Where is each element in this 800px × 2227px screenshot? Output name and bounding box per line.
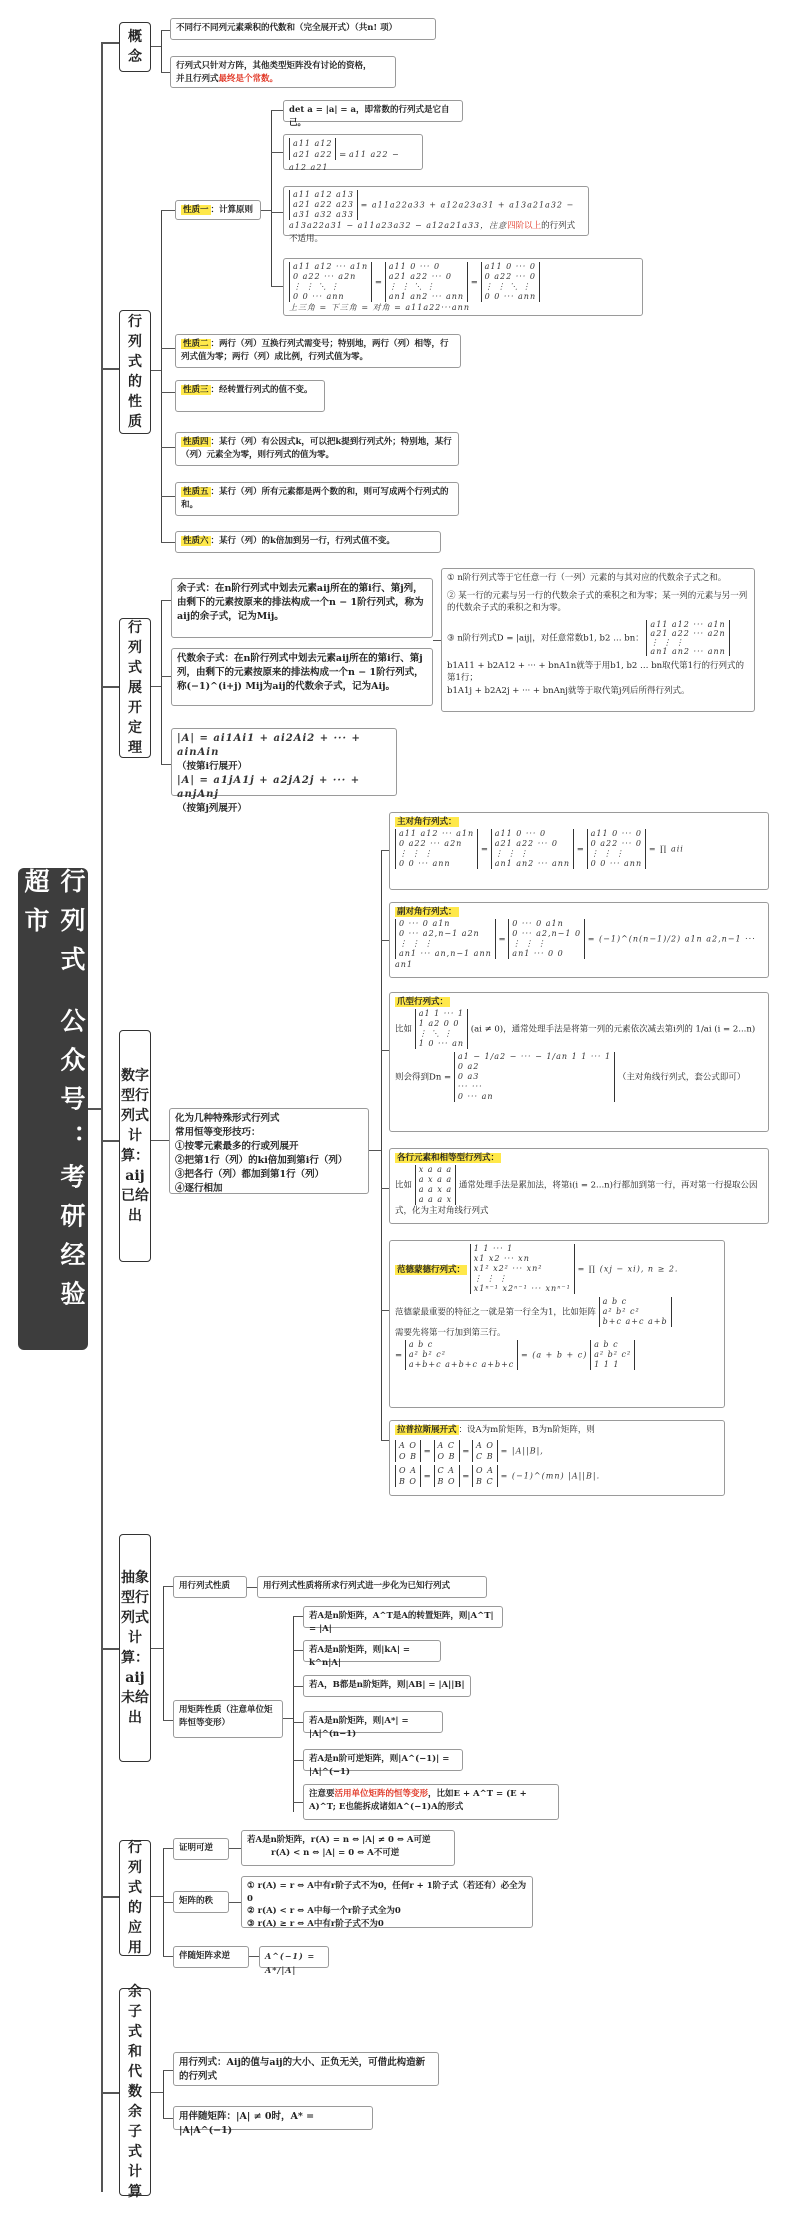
note-3: ③ n阶行列式D = |aij|，对任意常数b1, b2 … bn： a11 a12 ··· a1n a21 a22 ··· a2n ⋮ ⋮ ⋮ an1 an2 ··· ann (447, 620, 749, 656)
row-sum-matrix: x a a a a x a a a a x a a a a x (415, 1165, 456, 1205)
cofactor-bracket (163, 2070, 164, 2118)
property-5: 性质五 ：某行（列）所有元素都是两个数的和，则可写成两个行列式的和。 (175, 482, 459, 516)
p1-item-triangle: a11 a12 ··· a1n 0 a22 ··· a2n ⋮ ⋮ ⋱ ⋮ 0 0 ··· ann = a11 0 ··· 0 a21 a22 ··· 0 ⋮ ⋮ ⋱ ⋮ an1 an2 ··· ann = a11 0 ··· 0 0 a22 ··· 0 ⋮ ⋮ ⋱ ⋮ 0 0 ··· ann 上三角 = 下三角 = 对角 = a11a22···ann (283, 258, 643, 316)
application-rank-text: ① r(A) = r ⇔ A中有r阶子式不为0，任何r + 1阶子式（若还有）必全为0 ② r(A) < r ⇔ A中每一个r阶子式全为0 ③ r(A) ≥ r ⇔ A中有r阶子式不为0 (241, 1876, 533, 1928)
laplace-block-form: 拉普拉斯展开式 ：设A为m阶矩阵，B为n阶矩阵，则 A O O B = A C O B = A O C B = |A||B|, O A B O = C A B O = O A B C = (−1)^(mn) |A||B|. (389, 1420, 725, 1496)
p1-item-tick-1 (271, 110, 283, 111)
topic-abstract: 抽象型行列式计算：aij未给出 (119, 1534, 151, 1762)
lower-triangle: a11 0 ··· 0 a21 a22 ··· 0 ⋮ ⋮ ⋱ ⋮ an1 an2 ··· ann (385, 262, 468, 302)
note-3-matrix: a11 a12 ··· a1n a21 a22 ··· a2n ⋮ ⋮ ⋮ an1 an2 ··· ann (646, 620, 729, 656)
vandermonde-example-2: a b c a² b² c² a+b+c a+b+c a+b+c (405, 1340, 518, 1370)
app-a1-branch (229, 1848, 241, 1849)
expansion-branch (151, 686, 161, 687)
properties-branch (151, 370, 161, 371)
numeric-bracket (381, 850, 382, 1440)
main-diag-lower: a11 0 ··· 0 a21 a22 ··· 0 ⋮ ⋮ ⋮ an1 an2 ··· ann (491, 829, 574, 869)
p1-tick (161, 210, 175, 211)
numeric-branch (151, 1140, 169, 1141)
anti-diagonal-form: 副对角行列式： 0 ··· 0 a1n 0 ··· a2,n−1 a2n ⋮ ⋮ ⋮ an1 ··· an,n−1 ann = 0 ··· 0 a1n 0 ··· a2,n−1 0 ⋮ ⋮ ⋮ an1 ··· 0 0 = (−1)^(n(n−1)/2) a1n a2,n−1 ··· an1 (389, 902, 769, 978)
abstract-b1-branch (247, 1587, 257, 1588)
note-4: b1A11 + b2A12 + ··· + bnA1n就等于用b1, b2 … bn取代第1行的行列式的第1行； (447, 660, 745, 683)
expansion-formulas (171, 728, 397, 814)
method-step-1: ①按零元素最多的行或列展开 (175, 1141, 299, 1152)
app-tick-3 (163, 1956, 173, 1957)
abstract-method-determinant-text: 用行列式性质将所求行列式进一步化为已知行列式 (257, 1576, 487, 1598)
vandermonde-tick (381, 1310, 389, 1311)
row-sum-form: 各行元素和相等型行列式： 比如 x a a a a x a a a a x a a a a x 通常处理手法是累加法，将第i(i = 2...n)行都加到第一行，再对第一行提取公因式，化为主对角线行列式 (389, 1148, 769, 1224)
abstract-item-scalar: 若A是n阶矩阵，则|kA| = k^n|A| (303, 1640, 441, 1662)
abstract-method-determinant: 用行列式性质 (173, 1576, 247, 1598)
abstract-method-matrix: 用矩阵性质（注意单位矩阵恒等变形） (173, 1700, 283, 1738)
p1-item-tick-3 (271, 212, 283, 213)
connector-numeric (101, 1140, 119, 1142)
p2-tick (161, 348, 175, 349)
method-step-3: ③把各行（列）都加到第1行（列） (175, 1169, 325, 1180)
triangle-result: 上三角 = 下三角 = 对角 = a11a22···ann (289, 303, 470, 312)
connector-application (101, 1896, 119, 1898)
cofactor-tick-1 (163, 2070, 173, 2071)
claw-form: 爪型行列式： 比如 a1 1 ··· 1 1 a2 0 0 ⋮ ⋱ ⋮ 1 0 ··· an (ai ≠ 0)，通常处理手法是将第一列的元素依次减去第i列的 1/ai (i = 2...n) 则会得到Dn = a1 − 1/a2 − ··· − 1/an 1 1 ··· 1 0 a2 0 a3 ··· ··· 0 ··· an （主对角线行列式，套公式即可） (389, 992, 769, 1132)
properties-bracket (161, 210, 162, 542)
vandermonde-note: 需要先将第一行加到第三行。 (395, 1328, 506, 1338)
property-1: 性质一 ：计算原则 (175, 200, 261, 220)
claw-reduced-matrix: a1 − 1/a2 − ··· − 1/an 1 1 ··· 1 0 a2 0 a3 ··· ··· 0 ··· an (454, 1052, 615, 1102)
abstract-bracket (163, 1586, 164, 1720)
note-1: ① n阶行列式等于它任意一行（一列）元素的与其对应的代数余子式之和。 (447, 573, 727, 583)
abstract-item-tick-3 (293, 1686, 303, 1687)
cofactor-method-adjoint: 用伴随矩阵：|A| ≠ 0时，A* = |A|A^(−1) (173, 2106, 373, 2130)
p6-tick (161, 542, 175, 543)
abstract-item-tick-4 (293, 1722, 303, 1723)
connector-cofactor (101, 2092, 119, 2094)
connector-expansion (101, 686, 119, 688)
main-diag-tick (381, 850, 389, 851)
abstract-item-transpose: 若A是n阶矩阵，A^T是A的转置矩阵，则|A^T| = |A| (303, 1606, 503, 1628)
property-2: 性质二 ：两行（列）互换行列式需变号；特别地，两行（列）相等，行列式值为零；两行（列）成比例，行列式值为零。 (175, 334, 461, 368)
application-adjoint-inverse: 伴随矩阵求逆 (173, 1946, 249, 1968)
app-a2-branch (229, 1902, 241, 1903)
trunk-line (101, 42, 103, 2192)
notes-branch (433, 640, 441, 641)
abstract-item-identity: 注意要活用单位矩阵的恒等变形，比如E + A^T = (E + A)^T; E也能拆成诸如A^(−1)A的形式 (303, 1784, 559, 1820)
row-sum-tick (381, 1188, 389, 1189)
order3-matrix: a11 a12 a13 a21 a22 a23 a31 a32 a33 (289, 190, 358, 220)
numeric-forms-branch (369, 1150, 381, 1151)
abstract-item-tick-2 (293, 1650, 303, 1651)
upper-triangle: a11 a12 ··· a1n 0 a22 ··· a2n ⋮ ⋮ ⋱ ⋮ 0 0 ··· ann (289, 262, 372, 302)
cofactor-branch (151, 2092, 163, 2093)
abstract-item-tick-5 (293, 1760, 303, 1761)
concept-definition-2: 行列式只针对方阵，其他类型矩阵没有讨论的资格， 并且行列式最终是个常数。 (170, 56, 396, 88)
connector-properties (101, 368, 119, 370)
expansion-bracket (161, 600, 162, 764)
connector-abstract (101, 1648, 119, 1650)
topic-application: 行列式的应用 (119, 1840, 151, 1956)
application-rank: 矩阵的秩 (173, 1891, 229, 1913)
col-label: （按第j列展开） (177, 803, 247, 814)
property-4: 性质四 ：某行（列）有公因式k，可以把k提到行列式外；特别地，某行（列）元素全为零，则行列式的值为零。 (175, 432, 459, 466)
row-formula: |A| = ai1Ai1 + ai2Ai2 + ··· + ainAin (177, 733, 361, 758)
p1-item-order3: a11 a12 a13 a21 a22 a23 a31 a32 a33 = a11a22a33 + a12a23a31 + a13a21a32 − a13a22a31 − a11a23a32 − a12a21a33，注意四阶以上的行列式不适用。 (283, 186, 589, 236)
topic-expansion: 行列式展开定理 (119, 618, 151, 758)
p1-item-order2: a11 a12 a21 a22 = a11 a22 − a12 a21 (283, 134, 423, 170)
block-4: O A B O (395, 1465, 421, 1487)
topic-concept: 概念 (119, 22, 151, 72)
block-5: C A B O (434, 1465, 460, 1487)
claw-matrix: a1 1 ··· 1 1 a2 0 0 ⋮ ⋱ ⋮ 1 0 ··· an (415, 1009, 468, 1049)
app-tick-1 (163, 1848, 173, 1849)
methods-subtitle: 常用恒等变形技巧： (175, 1127, 261, 1138)
topic-numeric: 数字型行列式计算：aij已给出 (119, 1030, 151, 1262)
property-3: 性质三 ：经转置行列式的值不变。 (175, 380, 325, 412)
abstract-branch (151, 1648, 163, 1649)
p1-item-tick-4 (271, 286, 283, 287)
concept-branch (151, 46, 161, 47)
minor-tick (161, 600, 171, 601)
block-1: A O O B (395, 1440, 421, 1462)
vandermonde-matrix: 1 1 ··· 1 x1 x2 ··· xn x1² x2² ··· xn² ⋮ ⋮ ⋮ x1ⁿ⁻¹ x2ⁿ⁻¹ ··· xnⁿ⁻¹ (470, 1244, 575, 1294)
abstract-item-tick-1 (293, 1616, 303, 1617)
concept-bracket (161, 30, 162, 72)
concept-tick-2 (161, 72, 170, 73)
p1-bracket (271, 110, 272, 286)
vandermonde-example-3: a b c a² b² c² 1 1 1 (590, 1340, 635, 1370)
cofactor-tick-2 (163, 2118, 173, 2119)
vandermonde-form: 范德蒙德行列式： 1 1 ··· 1 x1 x2 ··· xn x1² x2² ··· xn² ⋮ ⋮ ⋮ x1ⁿ⁻¹ x2ⁿ⁻¹ ··· xnⁿ⁻¹ = ∏ (xj − xi), n ≥ 2. 范德蒙最重要的特征之一就是第一行全为1，比如矩阵 a b c a² b² c² b+c a+c a+b 需要先将第一行加到第三行。 = a b c a² b² c² a+b+c a+b+c a+b+c = (a + b + c) a b c a² b² c² 1 1 1 (389, 1240, 725, 1408)
abstract-item-adjoint: 若A是n阶矩阵，则|A*| = |A|^(n−1) (303, 1711, 443, 1733)
trunk-connector (88, 1108, 102, 1110)
block-3: A O C B (472, 1440, 498, 1462)
abstract-tick-2 (163, 1720, 173, 1721)
row-label: （按第i行展开） (177, 761, 248, 772)
main-diag-diag: a11 0 ··· 0 0 a22 ··· 0 ⋮ ⋮ ⋮ 0 0 ··· ann (587, 829, 647, 869)
note-5: b1A1j + b2A2j + ··· + bnAnj就等于取代第j列后所得行列式。 (447, 685, 690, 696)
numeric-methods (169, 1108, 369, 1194)
diagonal-matrix: a11 0 ··· 0 0 a22 ··· 0 ⋮ ⋮ ⋱ ⋮ 0 0 ··· ann (481, 262, 541, 302)
cofactor-tick (161, 676, 171, 677)
concept-tick-1 (161, 30, 170, 31)
abstract-b2-branch (283, 1718, 293, 1719)
block-tick (381, 1440, 389, 1441)
p1-item-scalar: det a = |a| = a，即常数的行列式是它自己。 (283, 100, 463, 122)
p4-tick (161, 447, 175, 448)
main-diagonal-form: 主对角行列式： a11 a12 ··· a1n 0 a22 ··· a2n ⋮ ⋮ ⋮ 0 0 ··· ann = a11 0 ··· 0 a21 a22 ··· 0 ⋮ ⋮ ⋮ an1 an2 ··· ann = a11 0 ··· 0 0 a22 ··· 0 ⋮ ⋮ ⋮ 0 0 ··· ann = ∏ aii (389, 812, 769, 890)
cofactor-definition: 代数余子式：在n阶行列式中划去元素aij所在的第i行、第j列，由剩下的元素按原来的排法构成一个n − 1阶行列式，称(−1)^(i+j) Mij为aij的代数余子式，记为Aij。 (171, 648, 433, 706)
abstract-items-bracket (293, 1616, 294, 1812)
root-node (18, 868, 88, 1350)
method-step-4: ④逐行相加 (175, 1183, 223, 1194)
col-formula: |A| = a1jA1j + a2jA2j + ··· + anjAnj (177, 775, 361, 800)
anti-diag-tick (381, 940, 389, 941)
app-a3-branch (249, 1956, 259, 1957)
p1-item-tick-2 (271, 152, 283, 153)
abstract-item-inverse: 若A是n阶可逆矩阵，则|A^(−1)| = |A|^(−1) (303, 1749, 463, 1771)
p3-tick (161, 392, 175, 393)
topic-properties: 行列式的性质 (119, 310, 151, 434)
note-2: ② 某一行的元素与另一行的代数余子式的乘积之和为零；某一列的元素与另一列的代数余子式的乘积之和为零。 (447, 590, 748, 613)
app-tick-2 (163, 1902, 173, 1903)
methods-title: 化为几种特殊形式行列式 (175, 1113, 280, 1124)
abstract-tick-1 (163, 1586, 173, 1587)
root-title: 行列式 公众号：考研经验超市 (21, 868, 86, 1320)
concept-definition-1: 不同行不同列元素乘积的代数和（完全展开式）（共n! 项） (170, 18, 436, 40)
block-6: O A B C (472, 1465, 498, 1487)
application-branch (151, 1896, 163, 1897)
connector-concept (101, 42, 119, 44)
formula-tick (161, 764, 171, 765)
anti-diag-lower: 0 ··· 0 a1n 0 ··· a2,n−1 0 ⋮ ⋮ ⋮ an1 ··· 0 0 (508, 919, 585, 959)
claw-tick (381, 1050, 389, 1051)
order2-matrix: a11 a12 a21 a22 (289, 138, 336, 160)
application-invertible: 证明可逆 (173, 1838, 229, 1860)
main-diag-upper: a11 a12 ··· a1n 0 a22 ··· a2n ⋮ ⋮ ⋮ 0 0 ··· ann (395, 829, 478, 869)
vandermonde-example: a b c a² b² c² b+c a+c a+b (599, 1297, 672, 1327)
block-2: A C O B (434, 1440, 460, 1462)
abstract-item-tick-6 (293, 1802, 303, 1803)
topic-cofactor: 余子式和代数余子式计算 (119, 1988, 151, 2196)
anti-diag-upper: 0 ··· 0 a1n 0 ··· a2,n−1 a2n ⋮ ⋮ ⋮ an1 ··· an,n−1 ann (395, 919, 496, 959)
application-invertible-text: 若A是n阶矩阵，r(A) = n ⇔ |A| ≠ 0 ⇔ A可逆 r(A) < n ⇔ |A| = 0 ⇔ A不可逆 (241, 1830, 455, 1866)
expansion-notes (441, 568, 755, 712)
property-6: 性质六 ：某行（列）的k倍加到另一行，行列式值不变。 (175, 531, 441, 553)
cofactor-method-determinant: 用行列式：Aij的值与aij的大小、正负无关，可借此构造新的行列式 (173, 2052, 439, 2086)
application-adjoint-inverse-text: A^(−1) = A*/|A| (259, 1946, 329, 1968)
abstract-item-product: 若A，B都是n阶矩阵，则|AB| = |A||B| (303, 1675, 471, 1697)
p5-tick (161, 496, 175, 497)
minor-definition: 余子式：在n阶行列式中划去元素aij所在的第i行、第j列，由剩下的元素按原来的排法构成一个n − 1阶行列式，称为aij的余子式，记为Mij。 (171, 578, 433, 638)
p1-branch (261, 210, 271, 211)
method-step-2: ②把第1行（列）的ki倍加到第i行（列） (175, 1155, 348, 1166)
